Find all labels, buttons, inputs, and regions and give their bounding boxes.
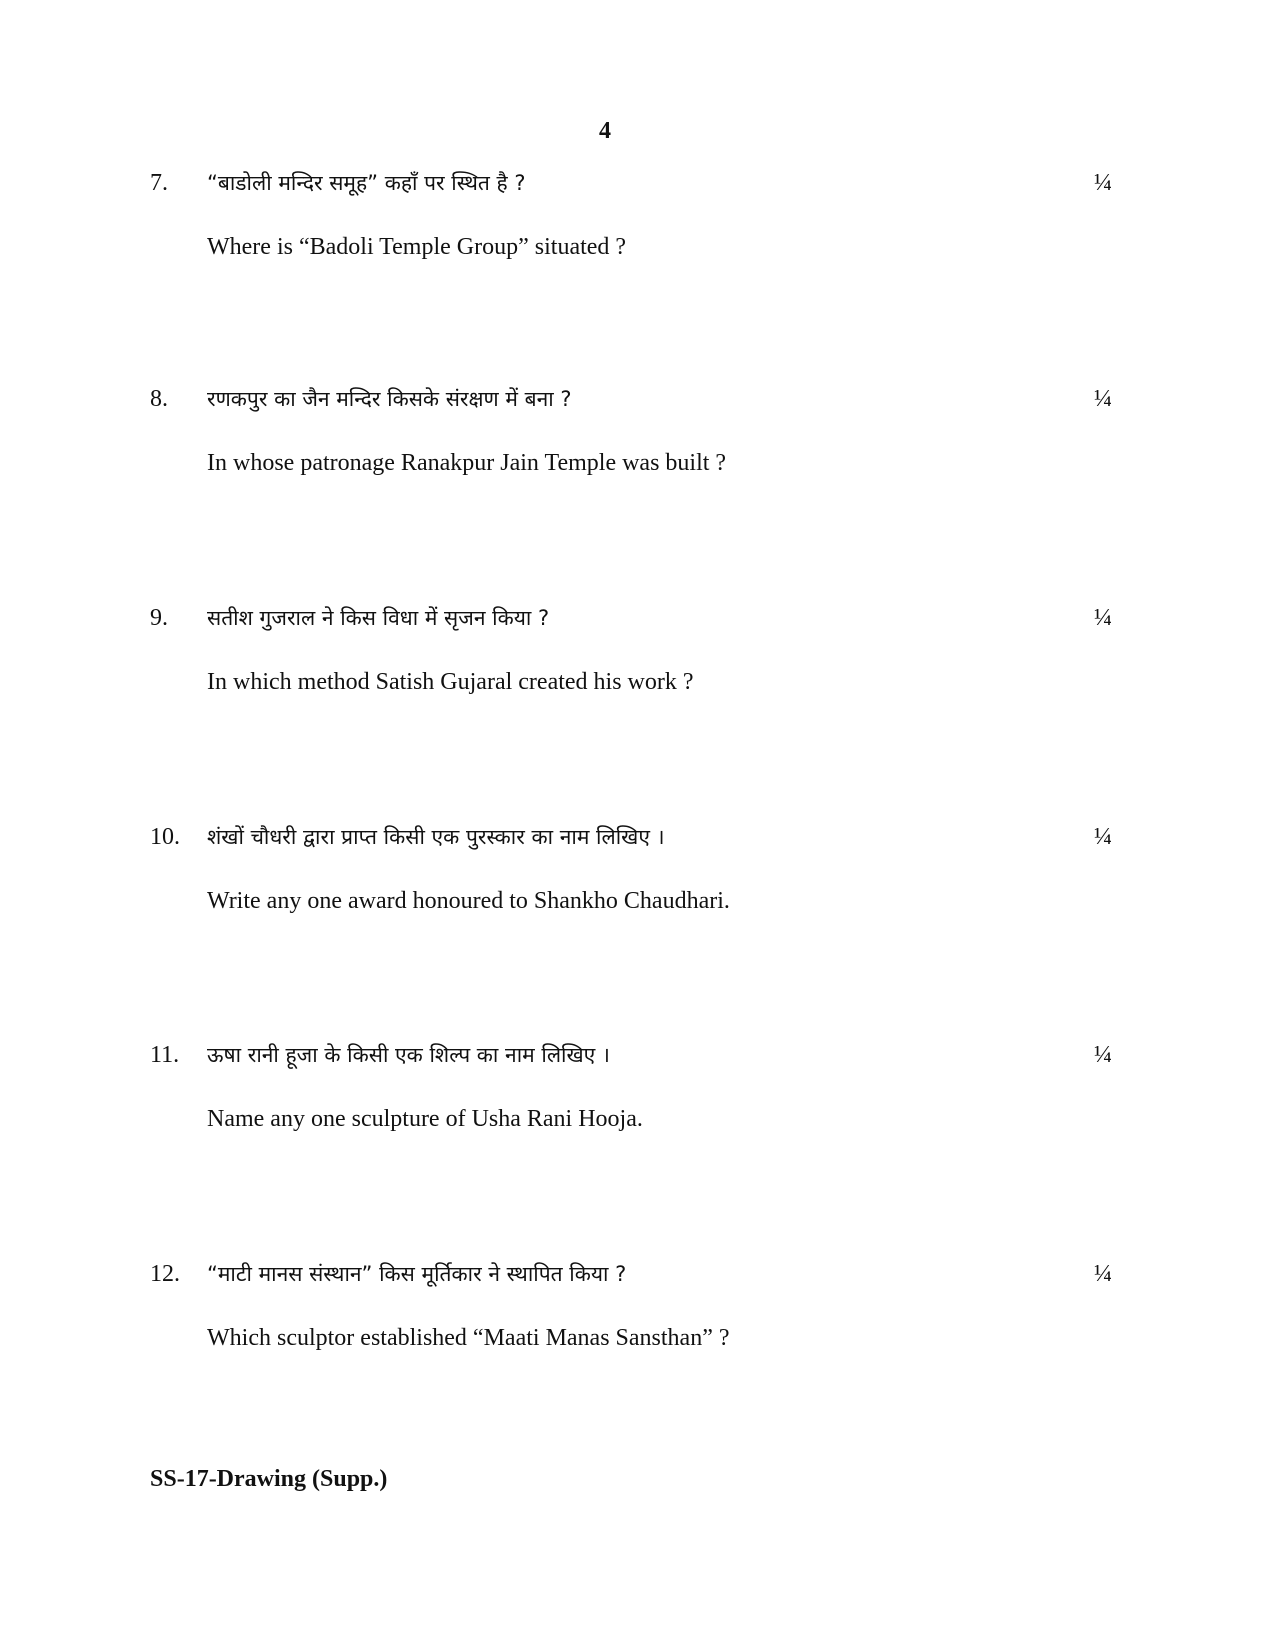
- question-text-hindi: सतीश गुजराल ने किस विधा में सृजन किया ?: [207, 606, 550, 630]
- question-text-english: In whose patronage Ranakpur Jain Temple was built ?: [207, 450, 727, 476]
- question-number: 9.: [150, 605, 168, 631]
- question-8: [0, 382, 1275, 502]
- question-text-english: Where is “Badoli Temple Group” situated ?: [207, 234, 627, 260]
- question-marks: ¼: [1094, 605, 1112, 631]
- question-text-hindi: शंखों चौधरी द्वारा प्राप्त किसी एक पुरस्कार का नाम लिखिए ।: [207, 825, 665, 849]
- question-number: 8.: [150, 386, 168, 412]
- question-marks: ¼: [1094, 1261, 1112, 1287]
- page-number: 4: [599, 118, 611, 144]
- question-number: 10.: [150, 824, 180, 850]
- question-text-hindi: “माटी मानस संस्थान” किस मूर्तिकार ने स्थापित किया ?: [207, 1262, 627, 1286]
- question-number: 11.: [150, 1042, 180, 1068]
- question-11: [0, 1038, 1275, 1158]
- question-text-english: Write any one award honoured to Shankho Chaudhari.: [207, 888, 730, 914]
- question-9: [0, 601, 1275, 721]
- question-text-english: Name any one sculpture of Usha Rani Hooja.: [207, 1106, 643, 1132]
- question-text-english: In which method Satish Gujaral created his work ?: [207, 669, 694, 695]
- question-text-english: Which sculptor established “Maati Manas Sansthan” ?: [207, 1325, 730, 1351]
- question-marks: ¼: [1094, 386, 1112, 412]
- question-text-hindi: ऊषा रानी हूजा के किसी एक शिल्प का नाम लिखिए ।: [207, 1043, 610, 1067]
- question-marks: ¼: [1094, 170, 1112, 196]
- question-number: 12.: [150, 1261, 180, 1287]
- question-7: [0, 166, 1275, 286]
- question-text-hindi: “बाडोली मन्दिर समूह” कहाँ पर स्थित है ?: [207, 171, 526, 195]
- question-marks: ¼: [1094, 824, 1112, 850]
- question-number: 7.: [150, 170, 168, 196]
- question-marks: ¼: [1094, 1042, 1112, 1068]
- question-text-hindi: रणकपुर का जैन मन्दिर किसके संरक्षण में बना ?: [207, 387, 572, 411]
- question-10: [0, 820, 1275, 940]
- page-footer: SS-17-Drawing (Supp.): [150, 1466, 388, 1492]
- question-12: [0, 1257, 1275, 1377]
